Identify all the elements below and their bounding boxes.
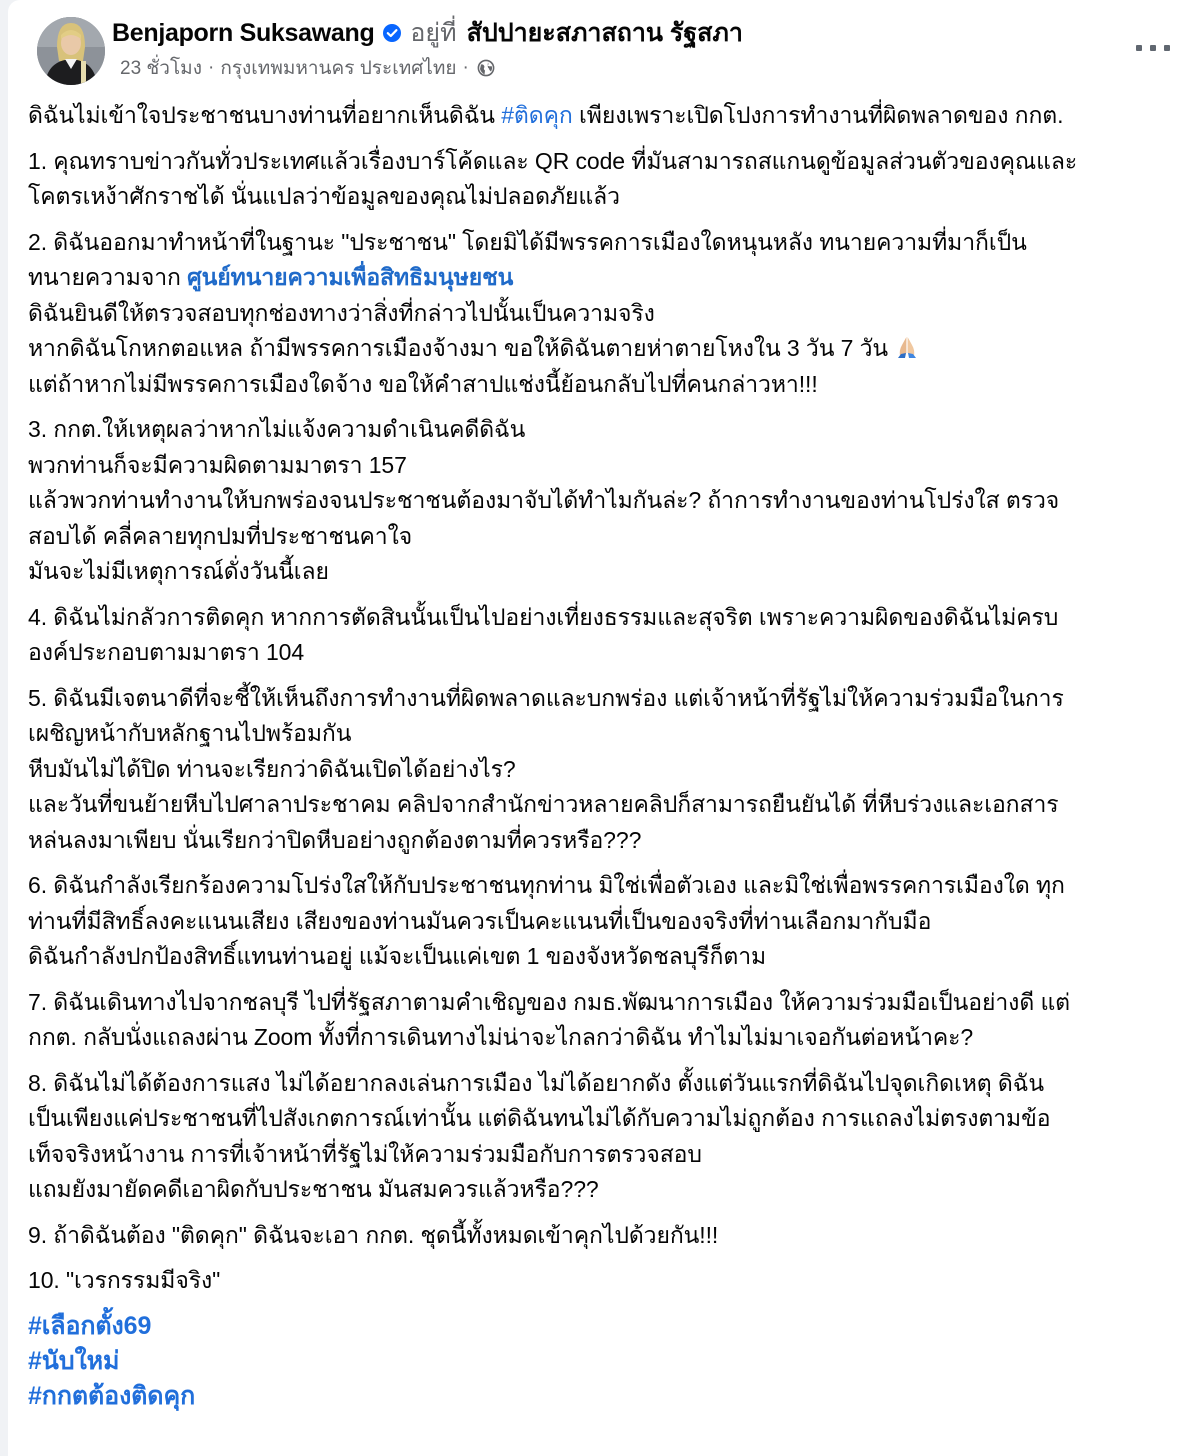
text-line: แต่ถ้าหากไม่มีพรรคการเมืองใดจ้าง ขอให้คำสาปแช่งนี้ย้อนกลับไปที่คนกล่าวหา!!!	[28, 370, 818, 397]
text-line: ดิฉันยินดีให้ตรวจสอบทุกช่องทางว่าสิ่งที่กล่าวไปนั้นเป็นความจริง	[28, 299, 655, 326]
text-line: เป็นเพียงแค่ประชาชนที่ไปสังเกตการณ์เท่านั้น แต่ดิฉันทนไม่ได้กับความไม่ถูกต้อง การแถลงไม่ตรงตามข้อ	[28, 1105, 1051, 1131]
meta-separator: ·	[462, 57, 469, 78]
hashtag-link[interactable]: #ติดคุก	[501, 102, 573, 128]
text-line: 7. ดิฉันเดินทางไปจากชลบุรี ไปที่รัฐสภาตามคำเชิญของ กมธ.พัฒนาการเมือง ให้ความร่วมมือเป็นอย่างดี แต่	[28, 988, 1071, 1015]
text-fragment: หากดิฉันโกหกตอแหล ถ้ามีพรรคการเมืองจ้างมา ขอให้ดิฉันตายห่าตายโหงใน 3 วัน 7 วัน	[28, 335, 889, 361]
mentioned-page-link[interactable]: ศูนย์ทนายความเพื่อสิทธิมนุษยชน	[187, 264, 514, 290]
text-line: 4. ดิฉันไม่กลัวการติดคุก หากการตัดสินนั้นเป็นไปอย่างเที่ยงธรรมและสุจริต เพราะความผิดของดิฉันไม่ครบ	[28, 603, 1059, 630]
text-line: พวกท่านก็จะมีความผิดตามมาตรา 157	[28, 451, 407, 478]
post-header	[8, 0, 1200, 100]
text-line: 3. กกต.ให้เหตุผลว่าหากไม่แจ้งความดำเนินคดีดิฉัน	[28, 416, 526, 442]
text-line: แถมยังมายัดคดีเอาผิดกับประชาชน มันสมควรแล้วหรือ???	[28, 1176, 599, 1202]
intro-paragraph	[28, 98, 1178, 134]
text-line: 9. ถ้าดิฉันต้อง "ติดคุก" ดิฉันจะเอา กกต. ชุดนี้ทั้งหมดเข้าคุกไปด้วยกัน!!!	[28, 1221, 719, 1248]
more-dot	[1164, 45, 1170, 51]
hashtag-link[interactable]: #เลือกตั้ง69	[28, 1311, 152, 1340]
author-name-link[interactable]: Benjaporn Suksawang	[112, 18, 375, 47]
more-dot	[1136, 45, 1142, 51]
folded-hands-emoji-icon	[894, 334, 920, 360]
text-line: หีบมันไม่ได้ปิด ท่านจะเรียกว่าดิฉันเปิดได้อย่างไร?	[28, 755, 516, 782]
intro-text: ดิฉันไม่เข้าใจประชาชนบางท่านที่อยากเห็นดิฉัน	[28, 102, 495, 128]
intro-text: เพียงเพราะเปิดโปงการทำงานที่ผิดพลาดของ กกต.	[579, 102, 1064, 128]
text-line: มันจะไม่มีเหตุการณ์ดั่งวันนี้เลย	[28, 558, 329, 584]
point-8-paragraph	[28, 1066, 1178, 1208]
text-line: สอบได้ คลี่คลายทุกปมที่ประชาชนคาใจ	[28, 522, 413, 549]
location-at-label: อยู่ที่	[410, 19, 457, 47]
point-1-paragraph	[28, 144, 1178, 215]
point-3-paragraph	[28, 412, 1178, 590]
globe-icon[interactable]	[477, 59, 495, 77]
text-line: ท่านที่มีสิทธิ์ลงคะแนนเสียง เสียงของท่านมันควรเป็นคะแนนที่เป็นของจริงที่ท่านเลือกมากับมือ	[28, 907, 932, 934]
point-10-paragraph	[28, 1263, 1178, 1299]
check-in-place-link[interactable]: สัปปายะสภาสถาน รัฐสภา	[466, 19, 743, 47]
point-6-paragraph	[28, 868, 1178, 975]
hashtag-link[interactable]: #นับใหม่	[28, 1346, 120, 1375]
text-line: 6. ดิฉันกำลังเรียกร้องความโปร่งใสให้กับประชาชนทุกท่าน มิใช่เพื่อตัวเอง และมิใช่เพื่อพรรคการเมืองใด ทุก	[28, 872, 1065, 898]
text-line: แล้วพวกท่านทำงานให้บกพร่องจนประชาชนต้องมาจับได้ทำไมกันล่ะ? ถ้าการทำงานของท่านโปร่งใส ตรวจ	[28, 487, 1060, 513]
avatar-portrait-icon	[37, 17, 105, 85]
point-9-paragraph	[28, 1218, 1178, 1254]
meta-separator: ·	[207, 57, 215, 78]
point-4-paragraph	[28, 600, 1178, 671]
text-line: องค์ประกอบตามมาตรา 104	[28, 639, 305, 665]
hashtag-link[interactable]: #กกตต้องติดคุก	[28, 1381, 196, 1410]
verified-badge-icon	[382, 23, 402, 43]
post-timestamp-link[interactable]: 23 ชั่วโมง	[120, 58, 202, 79]
author-line	[112, 16, 743, 50]
text-line: เท็จจริงหน้างาน การที่เจ้าหน้าที่รัฐไม่ให้ความร่วมมือกับการตรวจสอบ	[28, 1140, 702, 1167]
post-body	[28, 98, 1178, 1414]
text-line: หล่นลงมาเพียบ นั่นเรียกว่าปิดหีบอย่างถูกต้องตามที่ควรหรือ???	[28, 826, 642, 853]
post-location-link[interactable]: กรุงเทพมหานคร ประเทศไทย	[220, 58, 457, 79]
facebook-post-card	[8, 0, 1200, 1456]
post-meta	[120, 54, 495, 82]
text-line: และวันที่ขนย้ายหีบไปศาลาประชาคม คลิปจากสำนักข่าวหลายคลิปก็สามารถยืนยันได้ ที่หีบร่วงและเอกสาร	[28, 791, 1059, 817]
point-7-paragraph	[28, 985, 1178, 1056]
more-options-button[interactable]	[1136, 36, 1170, 60]
point-2-paragraph	[28, 225, 1178, 403]
text-line: โคตรเหง้าศักราชได้ นั่นแปลว่าข้อมูลของคุณไม่ปลอดภัยแล้ว	[28, 183, 620, 209]
more-dot	[1150, 45, 1156, 51]
author-avatar[interactable]	[37, 17, 105, 85]
text-fragment: ทนายความจาก	[28, 264, 181, 290]
text-line: 5. ดิฉันมีเจตนาดีที่จะชี้ให้เห็นถึงการทำงานที่ผิดพลาดและบกพร่อง แต่เจ้าหน้าที่รัฐไม่ให้ความร่วมมือในการ	[28, 684, 1064, 711]
text-line: 1. คุณทราบข่าวกันทั่วประเทศแล้วเรื่องบาร์โค้ดและ QR code ที่มันสามารถสแกนดูข้อมูลส่วนตัวของคุณและ	[28, 147, 1078, 174]
hashtag-list	[28, 1309, 1178, 1414]
text-line: 2. ดิฉันออกมาทำหน้าที่ในฐานะ "ประชาชน" โดยมิได้มีพรรคการเมืองใดหนุนหลัง ทนายความที่มาก็เป็น	[28, 228, 1027, 255]
text-line: 10. "เวรกรรมมีจริง"	[28, 1267, 221, 1293]
text-line: 8. ดิฉันไม่ได้ต้องการแสง ไม่ได้อยากลงเล่นการเมือง ไม่ได้อยากดัง ตั้งแต่วันแรกที่ดิฉันไปจุดเกิดเหตุ ดิฉัน	[28, 1069, 1044, 1096]
text-line: เผชิญหน้ากับหลักฐานไปพร้อมกัน	[28, 720, 352, 746]
text-line: กกต. กลับนั่งแถลงผ่าน Zoom ทั้งที่การเดินทางไม่น่าจะไกลกว่าดิฉัน ทำไมไม่มาเจอกันต่อหน้าคะ?	[28, 1024, 974, 1050]
text-line: ดิฉันกำลังปกป้องสิทธิ์แทนท่านอยู่ แม้จะเป็นแค่เขต 1 ของจังหวัดชลบุรีก็ตาม	[28, 943, 767, 969]
point-5-paragraph	[28, 681, 1178, 859]
